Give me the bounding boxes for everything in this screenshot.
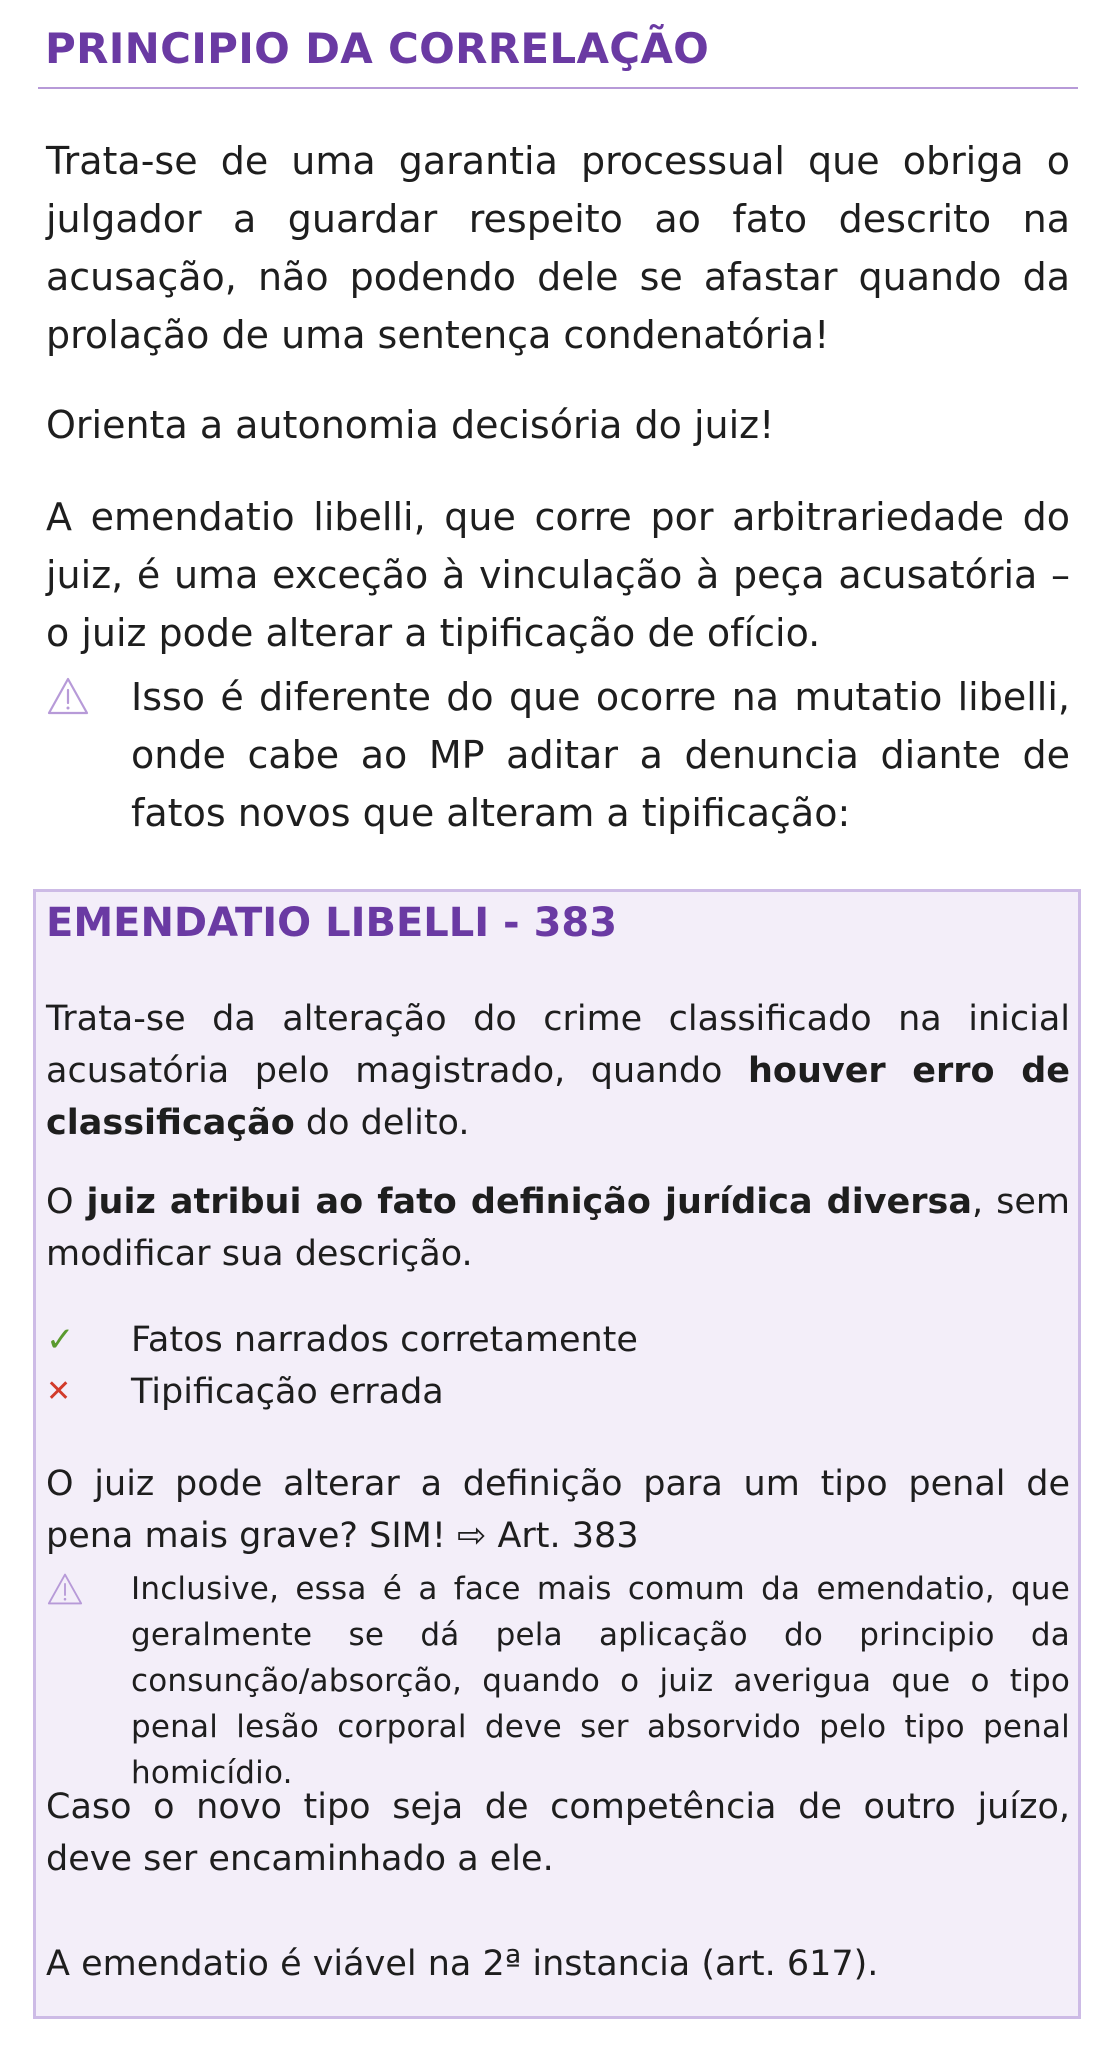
box-second-instance-paragraph: A emendatio é viável na 2ª instancia (art. 617). bbox=[46, 1944, 879, 1984]
list-item-label: Tipificação errada bbox=[131, 1372, 444, 1412]
mutatio-warning bbox=[46, 668, 1070, 842]
bold-segment: juiz atribui ao fato definição jurídica diversa bbox=[86, 1182, 972, 1222]
orientation-paragraph: Orienta a autonomia decisória do juiz! bbox=[46, 403, 775, 447]
text-segment: , sem modificar sua descrição. bbox=[46, 1182, 1070, 1274]
text-segment: do delito. bbox=[294, 1103, 470, 1143]
warning-triangle-icon bbox=[46, 676, 90, 716]
text-segment: Trata-se da alteração do crime classificado na inicial acusatória pelo magistrado, quando bbox=[46, 999, 1070, 1091]
box-definition-paragraph bbox=[46, 993, 1070, 1149]
consuncao-warning-text: Inclusive, essa é a face mais comum da emendatio, que geralmente se dá pela aplicação do principio da consunção/absorção, quando o juiz averigua que o tipo penal lesão corporal deve ser absorvido pelo tipo penal homicídio. bbox=[131, 1571, 1070, 1791]
box-title: EMENDATIO LIBELLI - 383 bbox=[46, 900, 618, 946]
list-item-label: Fatos narrados corretamente bbox=[131, 1320, 638, 1360]
emendatio-paragraph: A emendatio libelli, que corre por arbitrariedade do juiz, é uma exceção à vinculação à peça acusatória – o juiz pode alterar a tipificação de ofício. bbox=[46, 495, 1070, 655]
list-item-correct-facts bbox=[46, 1314, 1070, 1366]
cross-icon: ✕ bbox=[46, 1374, 72, 1409]
mutatio-warning-text: Isso é diferente do que ocorre na mutatio libelli, onde cabe ao MP aditar a denuncia diante de fatos novos que alteram a tipificação: bbox=[131, 675, 1070, 835]
box-judge-paragraph bbox=[46, 1176, 1070, 1280]
text-segment: O bbox=[46, 1182, 87, 1222]
page-title: PRINCIPIO DA CORRELAÇÃO bbox=[45, 24, 710, 73]
title-divider bbox=[38, 87, 1078, 89]
checkmark-icon: ✓ bbox=[46, 1320, 75, 1360]
box-competence-paragraph: Caso o novo tipo seja de competência de outro juízo, deve ser encaminhado a ele. bbox=[46, 1787, 1070, 1879]
list-item-wrong-typification bbox=[46, 1366, 1070, 1418]
consuncao-warning bbox=[46, 1566, 1070, 1796]
warning-triangle-icon bbox=[46, 1572, 84, 1606]
box-question-paragraph: O juiz pode alterar a definição para um tipo penal de pena mais grave? SIM! ⇨ Art. 383 bbox=[46, 1464, 1070, 1556]
bold-segment: houver erro de classificação bbox=[46, 1051, 1070, 1143]
intro-paragraph: Trata-se de uma garantia processual que obriga o julgador a guardar respeito ao fato descrito na acusação, não podendo dele se afastar quando da prolação de uma sentença condenatória! bbox=[46, 139, 1070, 357]
